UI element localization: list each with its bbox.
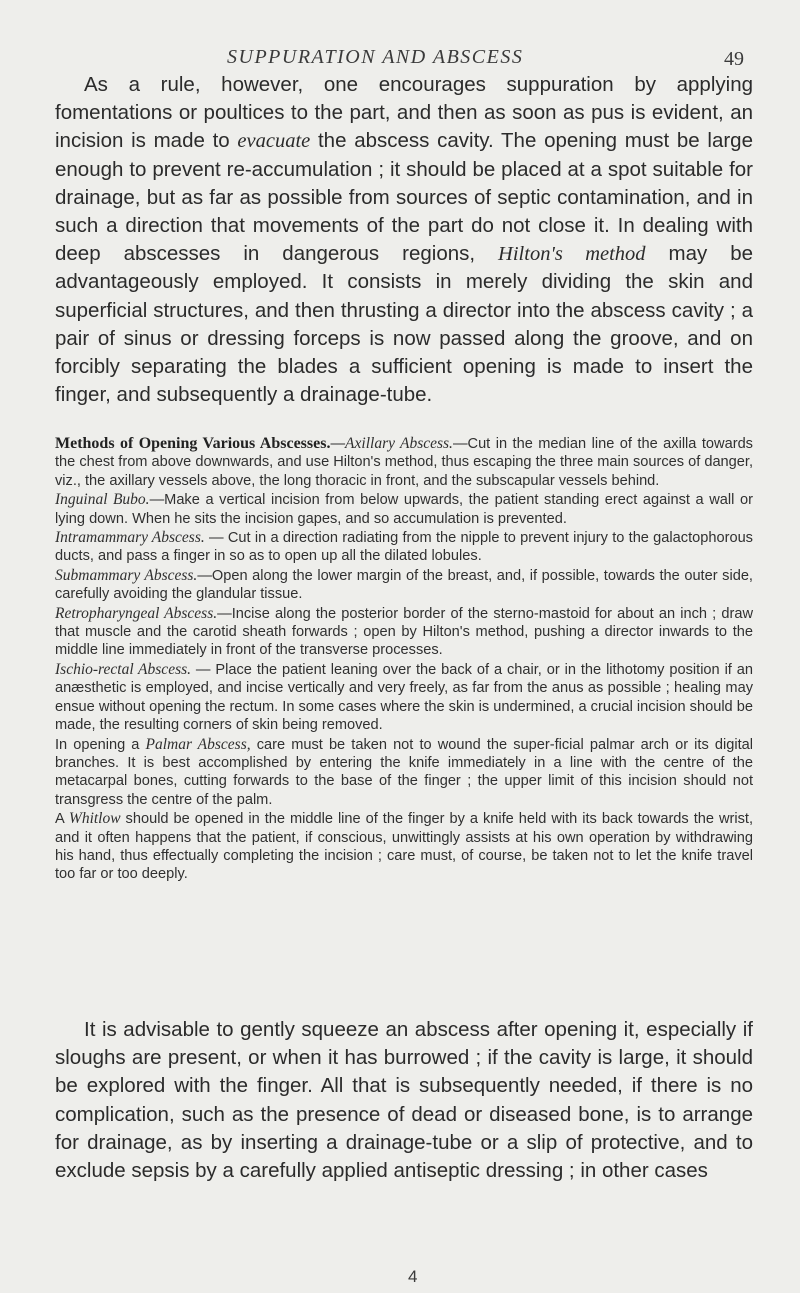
whitlow-lead: Whitlow (68, 810, 121, 828)
intro-italic-evacuate: evacuate (237, 130, 311, 153)
retropharyngeal-lead: Retropharyngeal Abscess. (55, 604, 218, 622)
palmar-lead: Palmar Abscess, (145, 735, 251, 753)
intro-text-b: the abscess cavity. The opening must be large enough to prevent re-accumulation ; it should be placed at a spot suitable for drainage, but as far as possible from sources of septic contamination, and in such a direction that movements of the part do not close it. In dealing with deep abscesses in dangerous regions, (55, 129, 753, 266)
submammary-paragraph (55, 567, 753, 604)
intramammary-lead: Intramammary Abscess. (55, 529, 205, 547)
submammary-lead: Submammary Abscess. (55, 566, 198, 584)
signature-mark: 4 (408, 1267, 418, 1286)
axillary-paragraph: Methods of Opening Various Abscesses.—Axillary Abscess.—Cut in the median line of the axilla towards the chest from above downwards, and use Hilton's method, thus escaping the three main sources of danger, viz., the axillary vessels above, the long thoracic in front, and the subscapular vessels behind. (55, 435, 754, 489)
ischio-rectal-text: — Place the patient leaning over the back of a chair, or in the lithotomy position if an anæsthetic is employed, and incise vertically and very freely, as far from the anus as possible ; healing may ensue without opening the rectum. In some cases where the skin is undermined, a crucial incision should be made, the resulting corners of skin being removed. (55, 661, 753, 734)
submammary-text: —Open along the lower margin of the breast, and, if possible, towards the outer side, carefully avoiding the glandular tissue. (55, 567, 753, 603)
intro-text-a: As a rule, however, one encourages suppuration by applying fomentations or poultices to the part, and then as soon as pus is evident, an incision is made to (55, 73, 753, 153)
whitlow-paragraph (55, 810, 753, 884)
palmar-paragraph (55, 736, 753, 810)
palmar-text-a: In opening a (55, 736, 146, 753)
whitlow-text-b: should be opened in the middle line of the finger by a knife held with its back towards the wrist, and it often happens that the patient, if conscious, unwittingly assists at his own operation by withdrawing his hand, thus effectually completing the incision ; care must, of course, be taken not to let the knife travel too far or too deeply. (55, 811, 753, 883)
axillary-lead: Axillary Abscess. (345, 435, 453, 452)
intramammary-paragraph (55, 529, 753, 566)
retropharyngeal-paragraph (55, 605, 753, 660)
methods-section (55, 435, 753, 885)
intramammary-text: — Cut in a direction radiating from the nipple to prevent injury to the galactophorous ducts, and pass a finger in so as to open up all the dilated lobules. (55, 530, 753, 565)
intro-text-c: may be advantageously employed. It consists in merely dividing the skin and superficial structures, and then thrusting a director into the abscess cavity ; a pair of sinus or dressing forceps is now passed along the groove, and on forcibly separating the blades a sufficient opening is made to insert the finger, and subsequently a drainage-tube. (55, 242, 753, 407)
ischio-rectal-paragraph (55, 661, 753, 735)
whitlow-text-a: A (55, 811, 69, 828)
inguinal-text: —Make a vertical incision from below upwards, the patient standing erect against a wall or lying down. When he sits the incision gapes, and so accumulation is prevented. (55, 492, 753, 527)
palmar-text-b: care must be taken not to wound the super-ficial palmar arch or its digital branches. It is best accomplished by entering the knife immediately in a line with the centre of the metacarpal bones, cutting forwards to the base of the finger ; the upper limit of this incision should not transgress the centre of the palm. (55, 736, 753, 808)
retropharyngeal-text: —Incise along the posterior border of the sterno-mastoid for about an inch ; draw that muscle and the carotid sheath forwards ; open by Hilton's method, pushing a director inwards to the middle line immediately in front of the transverse processes. (55, 605, 753, 659)
page-number: 49 (724, 48, 744, 70)
inguinal-lead: Inguinal Bubo. (55, 491, 150, 509)
ischio-rectal-lead: Ischio-rectal Abscess. (55, 660, 192, 678)
running-title: SUPPURATION AND ABSCESS (227, 46, 524, 68)
intro-italic-hiltons-method: Hilton's method (498, 243, 646, 266)
methods-heading: Methods of Opening Various Abscesses. (55, 435, 331, 452)
closing-paragraph: It is advisable to gently squeeze an abscess after opening it, especially if sloughs are present, or when it has burrowed ; if the cavity is large, it should be explored with the finger. All that is subsequently needed, if there is no complication, such as the presence of dead or diseased bone, is to arrange for drainage, as by inserting a drainage-tube or a slip of protective, and to exclude sepsis by a carefully applied antiseptic dressing ; in other cases (55, 1018, 753, 1183)
inguinal-paragraph (55, 491, 753, 528)
intro-paragraph (55, 71, 753, 409)
axillary-text: —Cut in the median line of the axilla towards the chest from above downwards, and use Hilton's method, thus escaping the three main sources of danger, viz., the axillary vessels above, the long thoracic in front, and the subscapular vessels behind. (55, 436, 754, 489)
